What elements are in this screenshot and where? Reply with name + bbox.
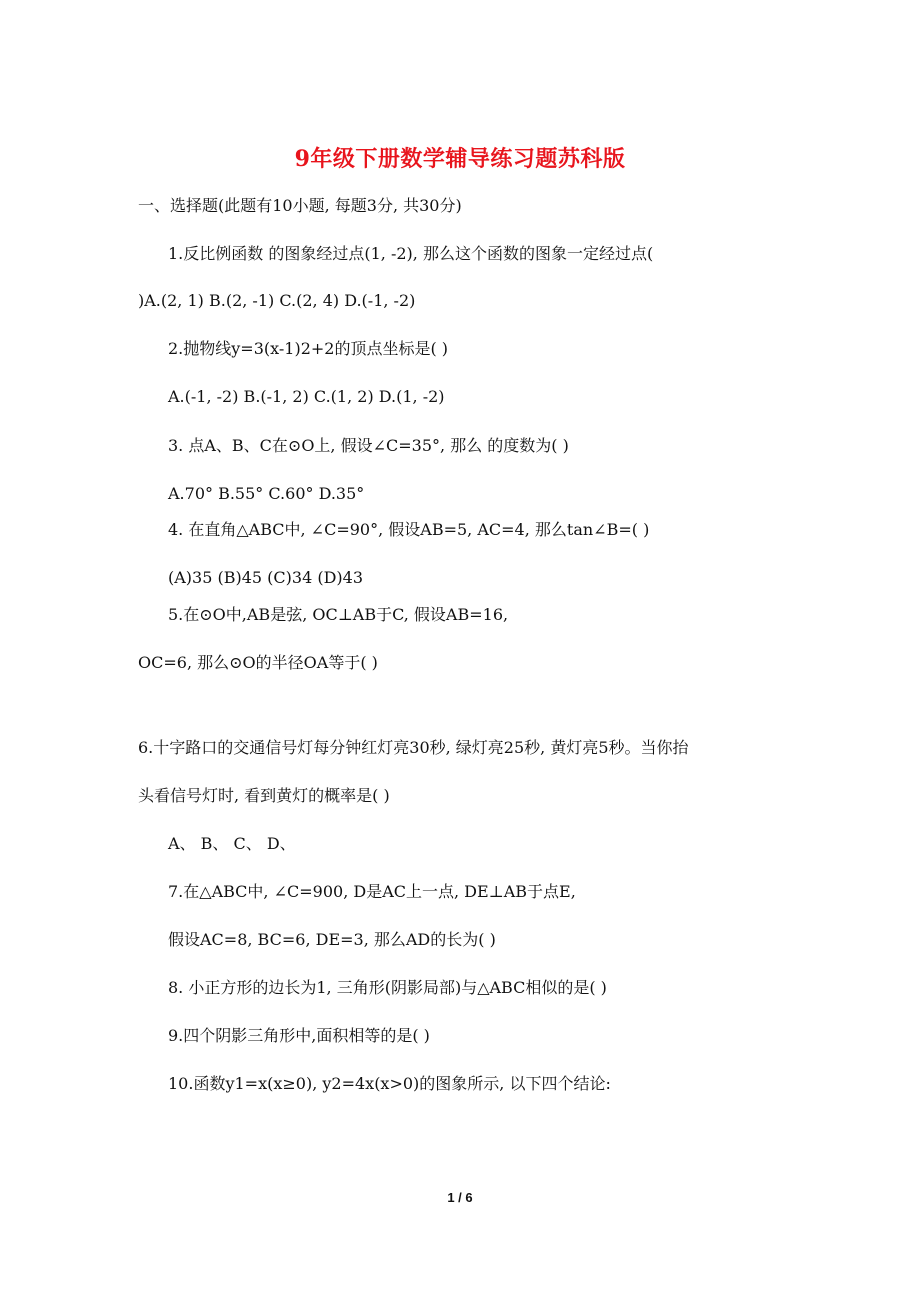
question-6-text: 6.十字路口的交通信号灯每分钟红灯亮30秒, 绿灯亮25秒, 黄灯亮5秒。当你抬 [138, 738, 689, 757]
question-1-options: )A.(2, 1) B.(2, -1) C.(2, 4) D.(-1, -2) [138, 291, 416, 310]
question-1-text: 1.反比例函数 的图象经过点(1, -2), 那么这个函数的图象一定经过点( [168, 244, 654, 263]
question-6-continuation: 头看信号灯时, 看到黄灯的概率是( ) [138, 786, 390, 805]
page-number: 1 / 6 [447, 1190, 473, 1205]
question-4-options: (A)35 (B)45 (C)34 (D)43 [168, 568, 364, 587]
question-6-options: A、 B、 C、 D、 [168, 834, 296, 853]
question-9-text: 9.四个阴影三角形中,面积相等的是( ) [168, 1026, 430, 1045]
question-2-text: 2.抛物线y=3(x-1)2+2的顶点坐标是( ) [168, 339, 449, 358]
question-3-text: 3. 点A、B、C在⊙O上, 假设∠C=35°, 那么 的度数为( ) [168, 436, 569, 455]
question-2-options: A.(-1, -2) B.(-1, 2) C.(1, 2) D.(1, -2) [168, 387, 445, 406]
question-7-continuation: 假设AC=8, BC=6, DE=3, 那么AD的长为( ) [168, 930, 496, 949]
section-heading: 一、选择题(此题有10小题, 每题3分, 共30分) [138, 196, 462, 215]
question-10-text: 10.函数y1=x(x≥0), y2=4x(x>0)的图象所示, 以下四个结论: [168, 1074, 611, 1093]
question-5-continuation: OC=6, 那么⊙O的半径OA等于( ) [138, 653, 378, 672]
question-4-text: 4. 在直角△ABC中, ∠C=90°, 假设AB=5, AC=4, 那么tan∠B=( ) [168, 520, 650, 539]
question-3-options: A.70° B.55° C.60° D.35° [168, 484, 365, 503]
question-7-text: 7.在△ABC中, ∠C=900, D是AC上一点, DE⊥AB于点E, [168, 882, 576, 901]
document-title: 9年级下册数学辅导练习题苏科版 [294, 146, 626, 172]
question-8-text: 8. 小正方形的边长为1, 三角形(阴影局部)与△ABC相似的是( ) [168, 978, 607, 997]
question-5-text: 5.在⊙O中,AB是弦, OC⊥AB于C, 假设AB=16, [168, 605, 509, 624]
